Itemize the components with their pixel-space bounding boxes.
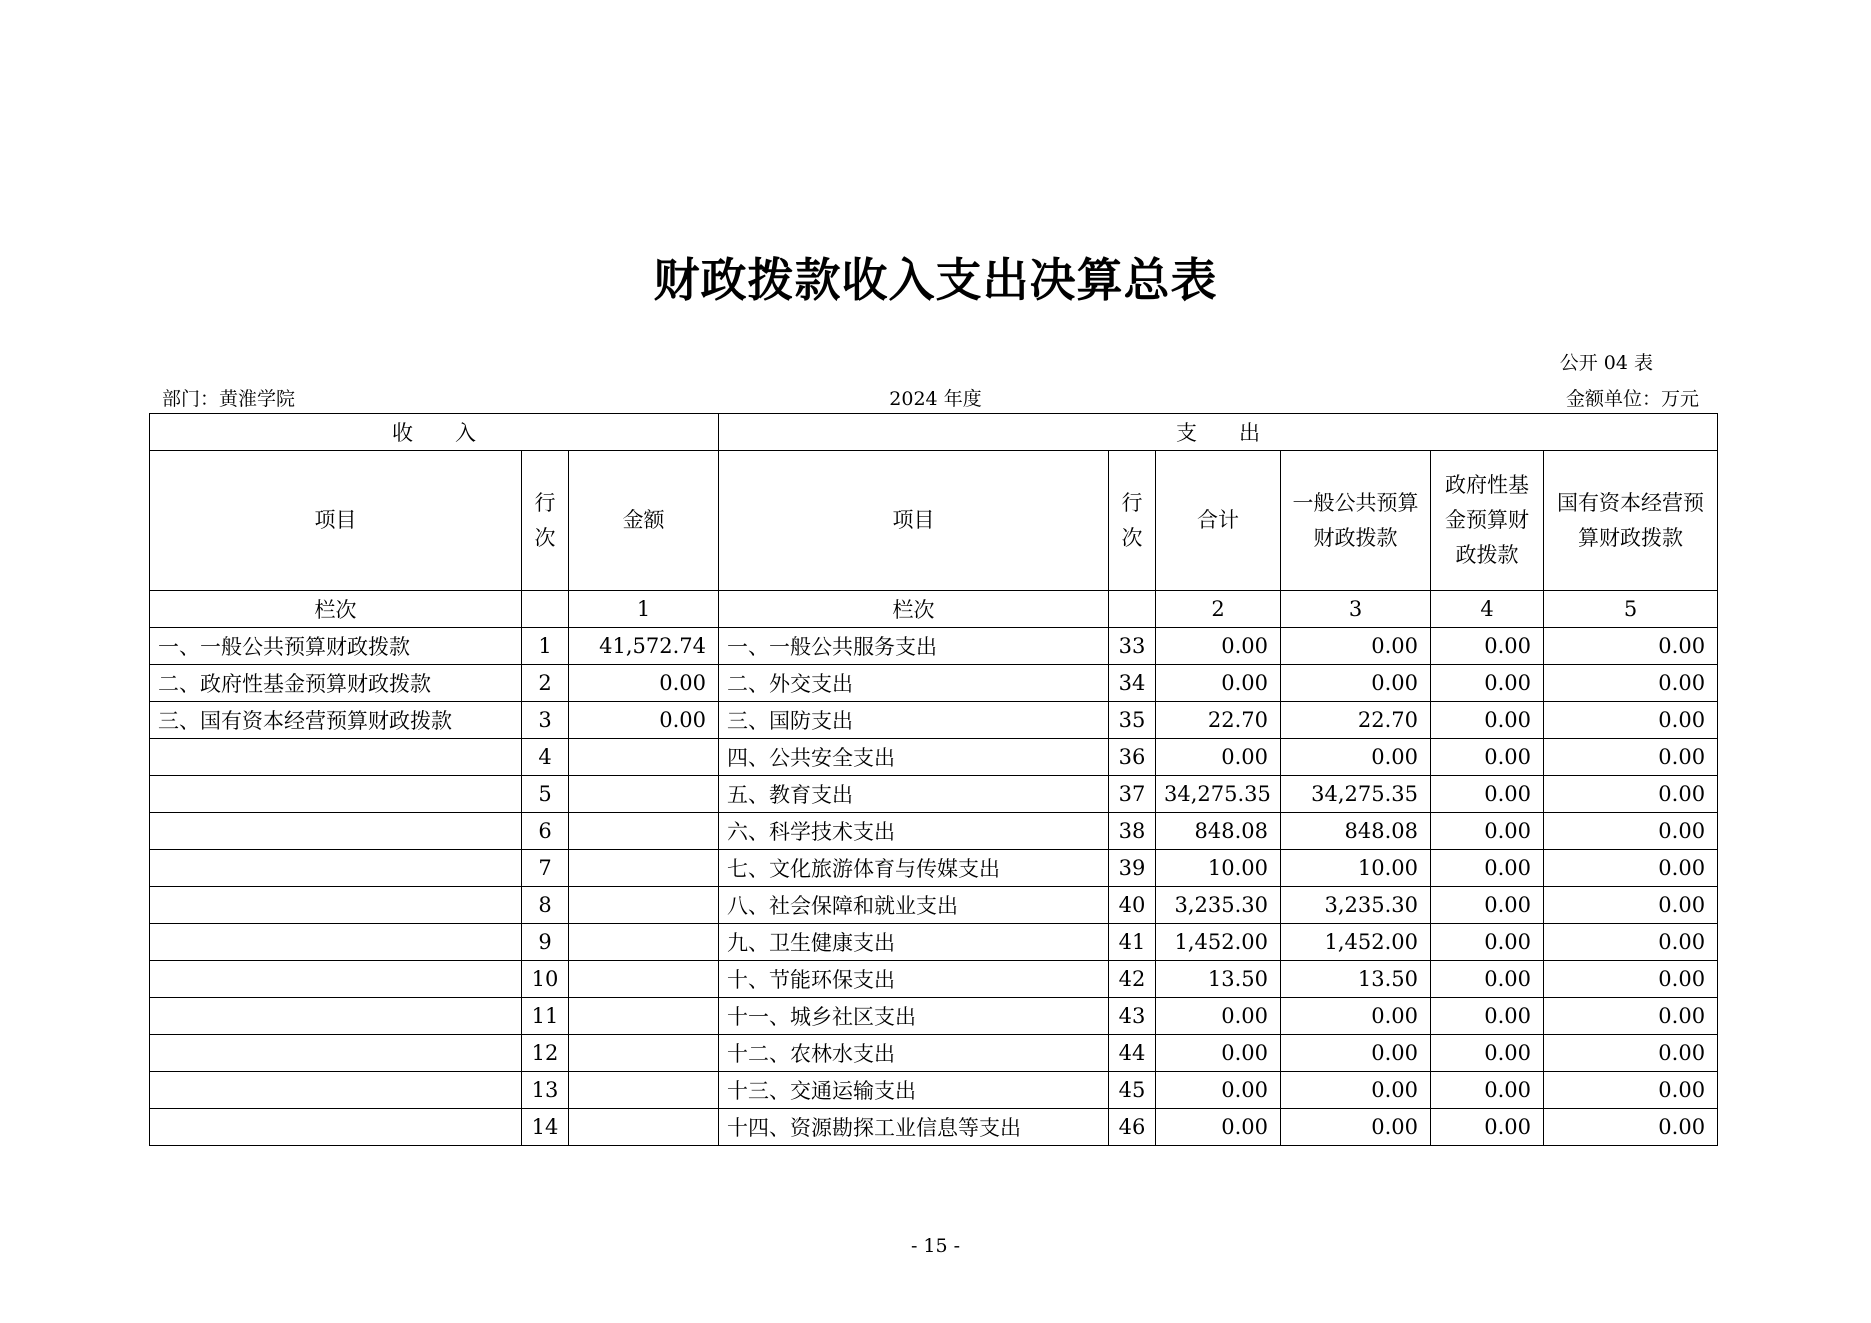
expense-col-label: 栏次 xyxy=(719,591,1109,628)
general-budget-cell: 13.50 xyxy=(1281,961,1431,998)
expense-item-cell: 八、社会保障和就业支出 xyxy=(719,887,1109,924)
income-amount-cell xyxy=(569,1072,719,1109)
income-section-header: 收 入 xyxy=(150,414,719,451)
expense-item-cell: 二、外交支出 xyxy=(719,665,1109,702)
expense-item-cell: 十四、资源勘探工业信息等支出 xyxy=(719,1109,1109,1146)
general-budget-cell: 0.00 xyxy=(1281,1072,1431,1109)
total-cell: 3,235.30 xyxy=(1156,887,1281,924)
income-amount-cell: 0.00 xyxy=(569,665,719,702)
income-amount-cell xyxy=(569,1109,719,1146)
expense-rowno-cell: 36 xyxy=(1109,739,1156,776)
fund-budget-cell: 0.00 xyxy=(1431,702,1544,739)
table-row xyxy=(150,1072,1718,1109)
income-item-cell: 一、一般公共预算财政拨款 xyxy=(150,628,522,665)
general-budget-cell: 0.00 xyxy=(1281,628,1431,665)
income-rowno-cell: 9 xyxy=(522,924,569,961)
total-cell: 1,452.00 xyxy=(1156,924,1281,961)
general-budget-cell: 10.00 xyxy=(1281,850,1431,887)
expense-item-cell: 四、公共安全支出 xyxy=(719,739,1109,776)
state-capital-cell: 0.00 xyxy=(1544,665,1718,702)
table-row xyxy=(150,813,1718,850)
state-capital-cell: 0.00 xyxy=(1544,1035,1718,1072)
income-amount-cell: 41,572.74 xyxy=(569,628,719,665)
column-index-row xyxy=(150,591,1718,628)
table-row xyxy=(150,665,1718,702)
table-row xyxy=(150,628,1718,665)
total-cell: 13.50 xyxy=(1156,961,1281,998)
income-amount-cell xyxy=(569,813,719,850)
fund-budget-cell: 0.00 xyxy=(1431,776,1544,813)
fund-budget-cell: 0.00 xyxy=(1431,739,1544,776)
fund-budget-cell: 0.00 xyxy=(1431,961,1544,998)
income-amount-cell xyxy=(569,1035,719,1072)
income-item-cell xyxy=(150,998,522,1035)
col-index-3: 3 xyxy=(1281,591,1431,628)
total-cell: 0.00 xyxy=(1156,1035,1281,1072)
page-number: - 15 - xyxy=(910,1235,961,1257)
general-budget-cell: 3,235.30 xyxy=(1281,887,1431,924)
total-cell: 848.08 xyxy=(1156,813,1281,850)
section-header-row xyxy=(150,414,1718,451)
income-item-cell xyxy=(150,887,522,924)
page-title: 财政拨款收入支出决算总表 xyxy=(653,253,1218,307)
expense-rowno-cell: 43 xyxy=(1109,998,1156,1035)
state-capital-cell: 0.00 xyxy=(1544,961,1718,998)
fund-budget-header: 政府性基金预算财政拨款 xyxy=(1431,451,1544,591)
expense-item-cell: 六、科学技术支出 xyxy=(719,813,1109,850)
general-budget-cell: 0.00 xyxy=(1281,1035,1431,1072)
income-item-cell xyxy=(150,1035,522,1072)
fund-budget-cell: 0.00 xyxy=(1431,628,1544,665)
fund-budget-cell: 0.00 xyxy=(1431,1109,1544,1146)
income-rowno-index xyxy=(522,591,569,628)
state-capital-cell: 0.00 xyxy=(1544,813,1718,850)
income-item-cell xyxy=(150,813,522,850)
col-index-5: 5 xyxy=(1544,591,1718,628)
income-item-cell xyxy=(150,924,522,961)
expense-rowno-cell: 33 xyxy=(1109,628,1156,665)
expense-section-header: 支 出 xyxy=(719,414,1718,451)
table-row xyxy=(150,961,1718,998)
income-item-cell xyxy=(150,776,522,813)
total-cell: 0.00 xyxy=(1156,628,1281,665)
fund-budget-cell: 0.00 xyxy=(1431,1072,1544,1109)
total-cell: 10.00 xyxy=(1156,850,1281,887)
state-capital-cell: 0.00 xyxy=(1544,628,1718,665)
expense-item-cell: 一、一般公共服务支出 xyxy=(719,628,1109,665)
state-capital-cell: 0.00 xyxy=(1544,850,1718,887)
col-index-4: 4 xyxy=(1431,591,1544,628)
expense-rowno-cell: 40 xyxy=(1109,887,1156,924)
income-item-header: 项目 xyxy=(150,451,522,591)
expense-rowno-cell: 34 xyxy=(1109,665,1156,702)
income-item-cell xyxy=(150,1072,522,1109)
income-item-cell xyxy=(150,739,522,776)
income-amount-cell xyxy=(569,887,719,924)
expense-rowno-cell: 38 xyxy=(1109,813,1156,850)
income-item-cell: 三、国有资本经营预算财政拨款 xyxy=(150,702,522,739)
income-amount-cell xyxy=(569,961,719,998)
income-rowno-cell: 2 xyxy=(522,665,569,702)
income-item-cell: 二、政府性基金预算财政拨款 xyxy=(150,665,522,702)
col-index-2: 2 xyxy=(1156,591,1281,628)
income-amount-cell xyxy=(569,739,719,776)
state-capital-cell: 0.00 xyxy=(1544,739,1718,776)
state-capital-cell: 0.00 xyxy=(1544,924,1718,961)
fund-budget-cell: 0.00 xyxy=(1431,1035,1544,1072)
expense-item-cell: 十一、城乡社区支出 xyxy=(719,998,1109,1035)
table-row xyxy=(150,850,1718,887)
fund-budget-cell: 0.00 xyxy=(1431,998,1544,1035)
table-row xyxy=(150,1035,1718,1072)
income-rowno-cell: 1 xyxy=(522,628,569,665)
state-capital-cell: 0.00 xyxy=(1544,776,1718,813)
form-number: 公开 04 表 xyxy=(1559,352,1653,374)
income-rowno-cell: 13 xyxy=(522,1072,569,1109)
table-row xyxy=(150,702,1718,739)
expense-item-cell: 十二、农林水支出 xyxy=(719,1035,1109,1072)
income-rowno-cell: 8 xyxy=(522,887,569,924)
fund-budget-cell: 0.00 xyxy=(1431,887,1544,924)
table-row xyxy=(150,887,1718,924)
state-capital-cell: 0.00 xyxy=(1544,998,1718,1035)
general-budget-cell: 0.00 xyxy=(1281,739,1431,776)
table-row xyxy=(150,998,1718,1035)
state-capital-header: 国有资本经营预算财政拨款 xyxy=(1544,451,1718,591)
fund-budget-cell: 0.00 xyxy=(1431,813,1544,850)
income-amount-cell xyxy=(569,776,719,813)
general-budget-cell: 0.00 xyxy=(1281,998,1431,1035)
total-cell: 0.00 xyxy=(1156,998,1281,1035)
expense-item-cell: 九、卫生健康支出 xyxy=(719,924,1109,961)
expense-rowno-cell: 45 xyxy=(1109,1072,1156,1109)
income-rowno-cell: 11 xyxy=(522,998,569,1035)
general-budget-cell: 0.00 xyxy=(1281,1109,1431,1146)
income-item-cell xyxy=(150,850,522,887)
income-rowno-cell: 10 xyxy=(522,961,569,998)
income-item-cell xyxy=(150,961,522,998)
total-cell: 0.00 xyxy=(1156,1109,1281,1146)
expense-rowno-cell: 44 xyxy=(1109,1035,1156,1072)
income-rowno-header: 行次 xyxy=(522,451,569,591)
fund-budget-cell: 0.00 xyxy=(1431,924,1544,961)
expense-item-header: 项目 xyxy=(719,451,1109,591)
budget-table xyxy=(149,413,1718,1146)
general-budget-cell: 0.00 xyxy=(1281,665,1431,702)
income-rowno-cell: 5 xyxy=(522,776,569,813)
fund-budget-cell: 0.00 xyxy=(1431,850,1544,887)
department-label: 部门：黄淮学院 xyxy=(162,388,296,410)
total-cell: 0.00 xyxy=(1156,665,1281,702)
income-col-label: 栏次 xyxy=(150,591,522,628)
state-capital-cell: 0.00 xyxy=(1544,887,1718,924)
expense-rowno-cell: 39 xyxy=(1109,850,1156,887)
income-rowno-cell: 14 xyxy=(522,1109,569,1146)
general-budget-cell: 848.08 xyxy=(1281,813,1431,850)
total-cell: 0.00 xyxy=(1156,1072,1281,1109)
expense-rowno-cell: 35 xyxy=(1109,702,1156,739)
state-capital-cell: 0.00 xyxy=(1544,1109,1718,1146)
expense-rowno-index xyxy=(1109,591,1156,628)
income-amount-cell xyxy=(569,850,719,887)
total-cell: 0.00 xyxy=(1156,739,1281,776)
col-index-1: 1 xyxy=(569,591,719,628)
income-rowno-cell: 12 xyxy=(522,1035,569,1072)
general-budget-cell: 22.70 xyxy=(1281,702,1431,739)
expense-rowno-cell: 42 xyxy=(1109,961,1156,998)
year-label: 2024 年度 xyxy=(889,388,982,410)
expense-rowno-cell: 37 xyxy=(1109,776,1156,813)
general-budget-cell: 34,275.35 xyxy=(1281,776,1431,813)
expense-item-cell: 五、教育支出 xyxy=(719,776,1109,813)
total-cell: 34,275.35 xyxy=(1156,776,1281,813)
expense-rowno-cell: 41 xyxy=(1109,924,1156,961)
table-row xyxy=(150,739,1718,776)
expense-rowno-header: 行次 xyxy=(1109,451,1156,591)
state-capital-cell: 0.00 xyxy=(1544,1072,1718,1109)
expense-item-cell: 十三、交通运输支出 xyxy=(719,1072,1109,1109)
income-item-cell xyxy=(150,1109,522,1146)
state-capital-cell: 0.00 xyxy=(1544,702,1718,739)
table-row xyxy=(150,924,1718,961)
expense-item-cell: 七、文化旅游体育与传媒支出 xyxy=(719,850,1109,887)
total-header: 合计 xyxy=(1156,451,1281,591)
total-cell: 22.70 xyxy=(1156,702,1281,739)
income-rowno-cell: 4 xyxy=(522,739,569,776)
expense-item-cell: 三、国防支出 xyxy=(719,702,1109,739)
table-row xyxy=(150,776,1718,813)
income-amount-cell xyxy=(569,998,719,1035)
income-amount-header: 金额 xyxy=(569,451,719,591)
expense-rowno-cell: 46 xyxy=(1109,1109,1156,1146)
expense-item-cell: 十、节能环保支出 xyxy=(719,961,1109,998)
general-budget-header: 一般公共预算财政拨款 xyxy=(1281,451,1431,591)
income-rowno-cell: 7 xyxy=(522,850,569,887)
fund-budget-cell: 0.00 xyxy=(1431,665,1544,702)
income-rowno-cell: 3 xyxy=(522,702,569,739)
income-amount-cell xyxy=(569,924,719,961)
column-header-row xyxy=(150,451,1718,591)
general-budget-cell: 1,452.00 xyxy=(1281,924,1431,961)
income-amount-cell: 0.00 xyxy=(569,702,719,739)
income-rowno-cell: 6 xyxy=(522,813,569,850)
unit-label: 金额单位：万元 xyxy=(1565,388,1699,410)
table-row xyxy=(150,1109,1718,1146)
